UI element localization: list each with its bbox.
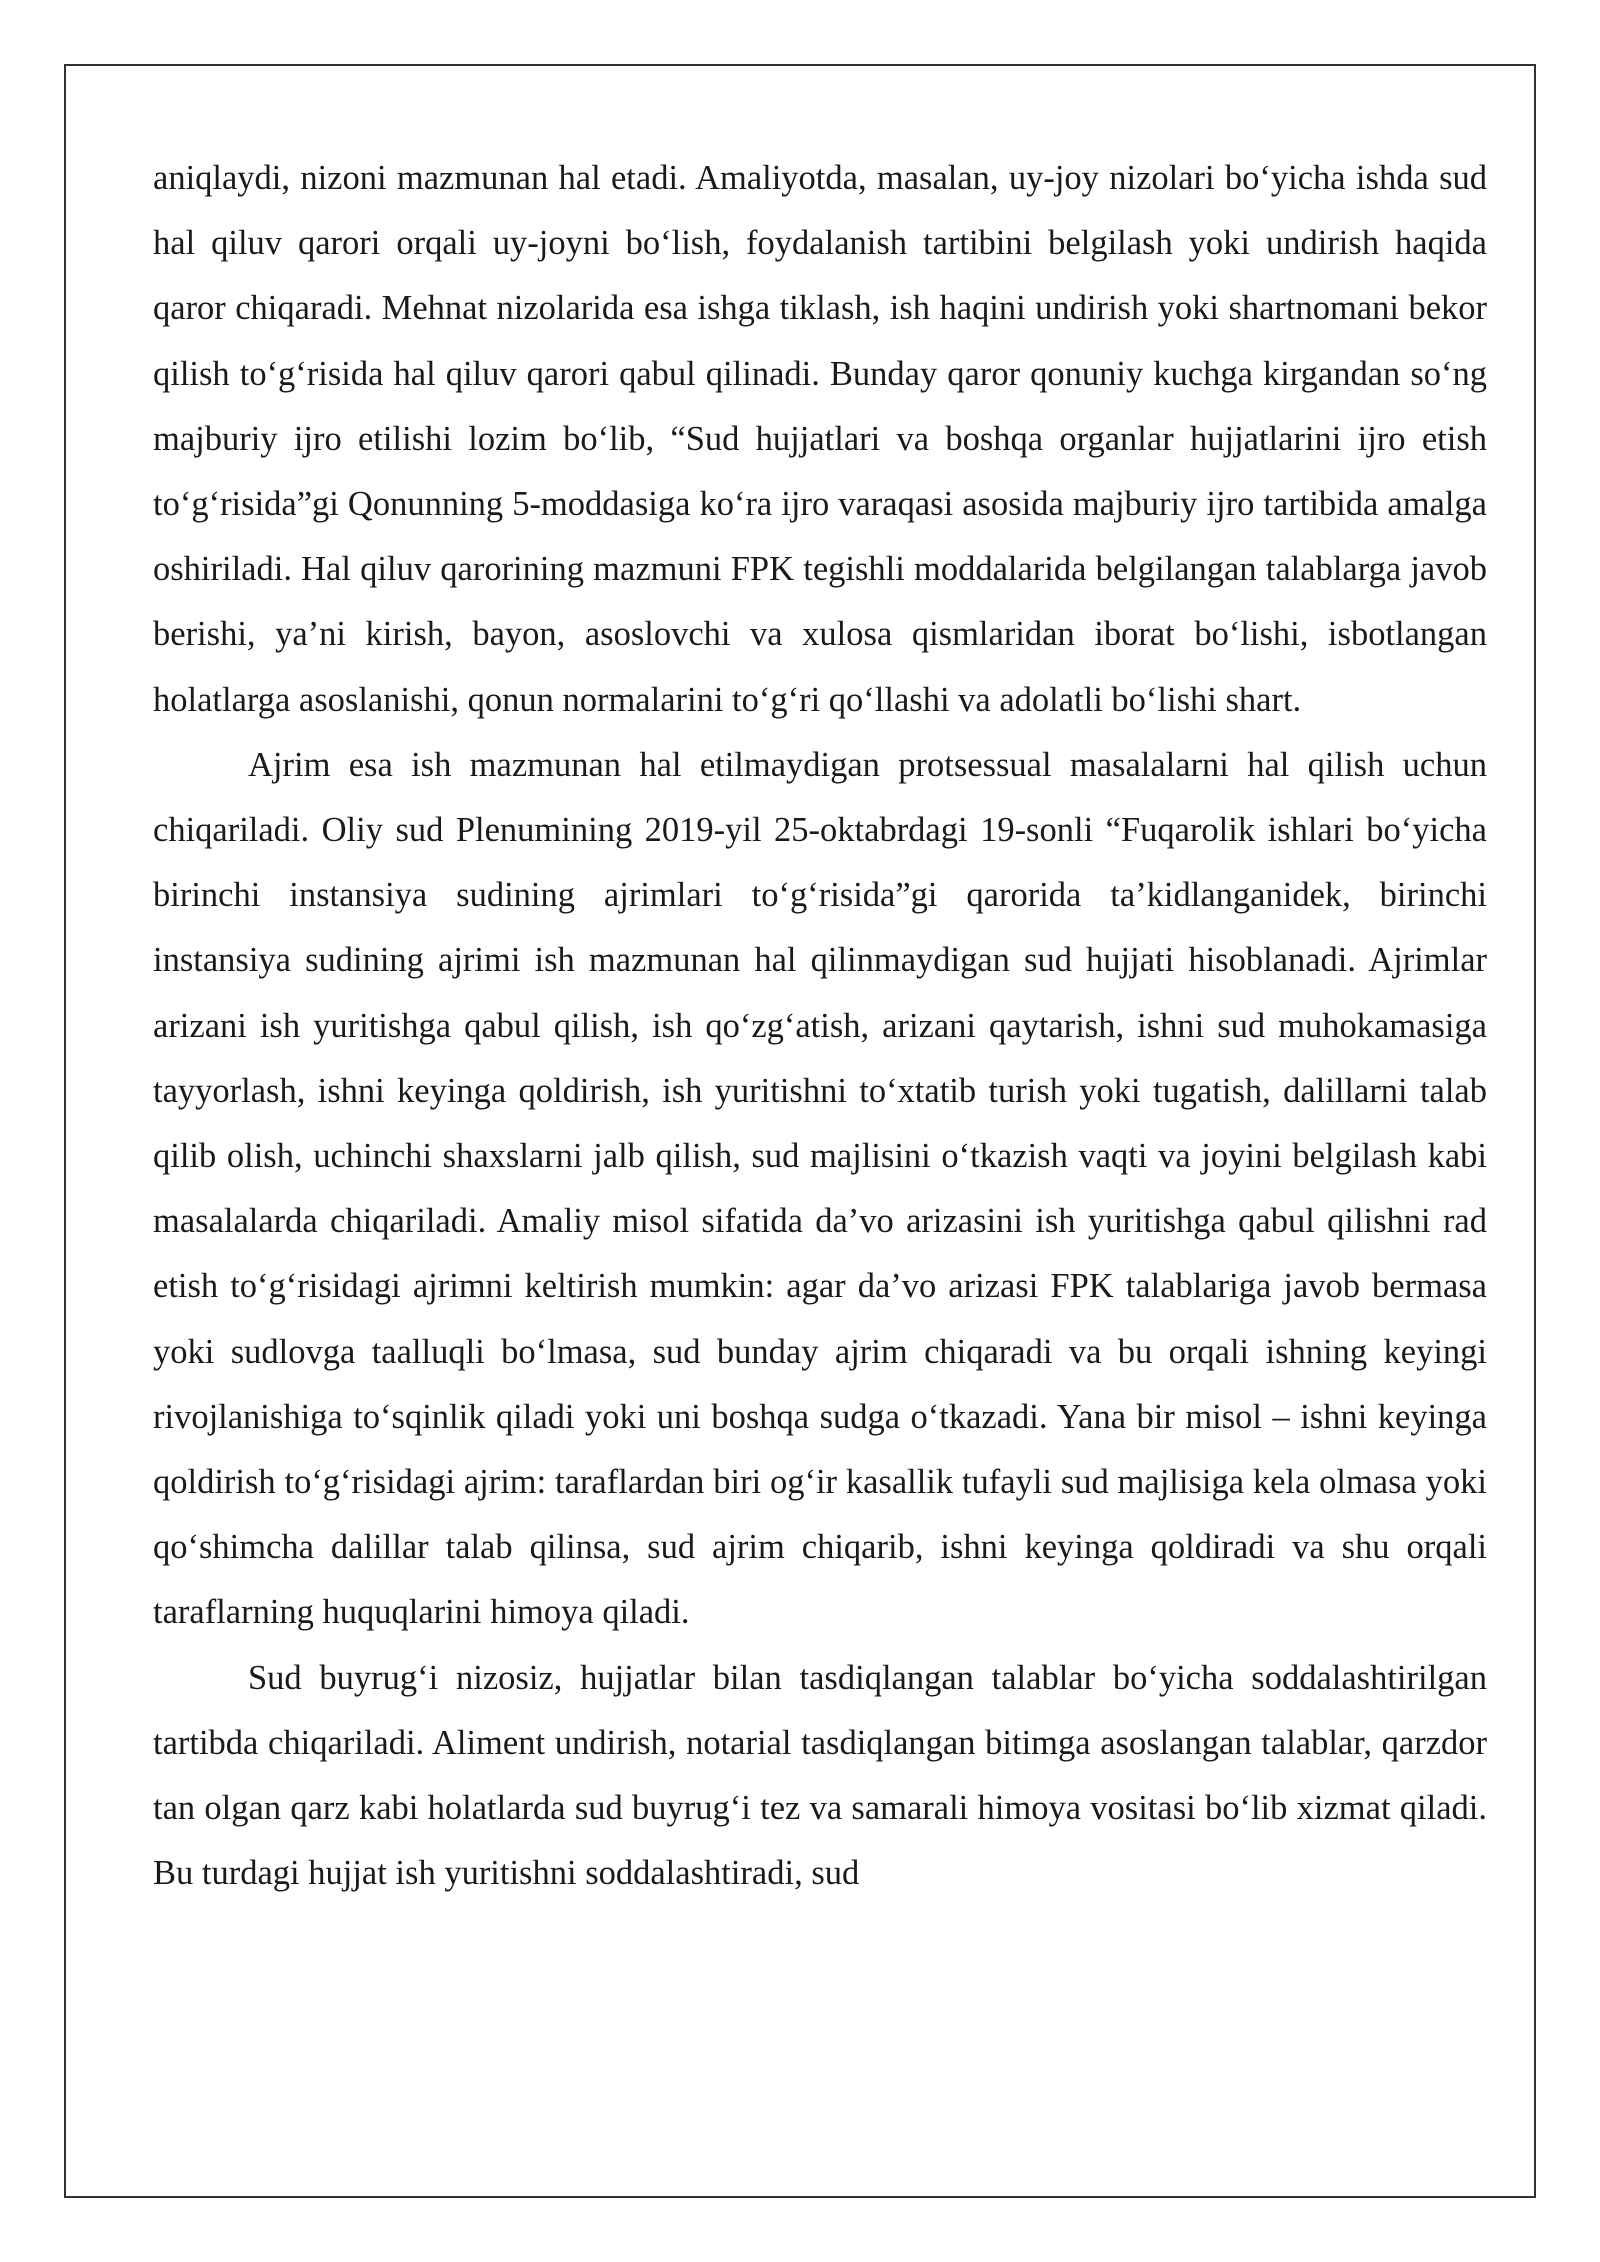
document-body — [153, 146, 1487, 1906]
paragraph-1: aniqlaydi, nizoni mazmunan hal etadi. Amaliyotda, masalan, uy-joy nizolari bo‘yicha ishda sud hal qiluv qarori orqali uy-joyni bo‘lish, foydalanish tartibini belgilash yoki undirish haqida qaror chiqaradi. Mehnat nizolarida esa ishga tiklash, ish haqini undirish yoki shartnomani bekor qilish to‘g‘risida hal qiluv qarori qabul qilinadi. Bunday qaror qonuniy kuchga kirgandan so‘ng majburiy ijro etilishi lozim bo‘lib, “Sud hujjatlari va boshqa organlar hujjatlarini ijro etish to‘g‘risida”gi Qonunning 5-moddasiga ko‘ra ijro varaqasi asosida majburiy ijro tartibida amalga oshiriladi. Hal qiluv qarorining mazmuni FPK tegishli moddalarida belgilangan talablarga javob berishi, ya’ni kirish, bayon, asoslovchi va xulosa qismlaridan iborat bo‘lishi, isbotlangan holatlarga asoslanishi, qonun normalarini to‘g‘ri qo‘llashi va adolatli bo‘lishi shart. — [153, 159, 1487, 719]
paragraph-3: Sud buyrug‘i nizosiz, hujjatlar bilan tasdiqlangan talablar bo‘yicha soddalashtirilgan tartibda chiqariladi. Aliment undirish, notarial tasdiqlangan bitimga asoslangan talablar, qarzdor tan olgan qarz kabi holatlarda sud buyrug‘i tez va samarali himoya vositasi bo‘lib xizmat qiladi. Bu turdagi hujjat ish yuritishni soddalashtiradi, sud — [153, 1658, 1487, 1893]
paragraph-2: Ajrim esa ish mazmunan hal etilmaydigan protsessual masalalarni hal qilish uchun chiqariladi. Oliy sud Plenumining 2019-yil 25-oktabrdagi 19-sonli “Fuqarolik ishlari bo‘yicha birinchi instansiya sudining ajrimlari to‘g‘risida”gi qarorida ta’kidlanganidek, birinchi instansiya sudining ajrimi ish mazmunan hal qilinmaydigan sud hujjati hisoblanadi. Ajrimlar arizani ish yuritishga qabul qilish, ish qo‘zg‘atish, arizani qaytarish, ishni sud muhokamasiga tayyorlash, ishni keyinga qoldirish, ish yuritishni to‘xtatib turish yoki tugatish, dalillarni talab qilib olish, uchinchi shaxslarni jalb qilish, sud majlisini o‘tkazish vaqti va joyini belgilash kabi masalalarda chiqariladi. Amaliy misol sifatida da’vo arizasini ish yuritishga qabul qilishni rad etish to‘g‘risidagi ajrimni keltirish mumkin: agar da’vo arizasi FPK talablariga javob bermasa yoki sudlovga taalluqli bo‘lmasa, sud bunday ajrim chiqaradi va bu orqali ishning keyingi rivojlanishiga to‘sqinlik qiladi yoki uni boshqa sudga o‘tkazadi. Yana bir misol – ishni keyinga qoldirish to‘g‘risidagi ajrim: taraflardan biri og‘ir kasallik tufayli sud majlisiga kela olmasa yoki qo‘shimcha dalillar talab qilinsa, sud ajrim chiqarib, ishni keyinga qoldiradi va shu orqali taraflarning huquqlarini himoya qiladi. — [153, 745, 1487, 1632]
